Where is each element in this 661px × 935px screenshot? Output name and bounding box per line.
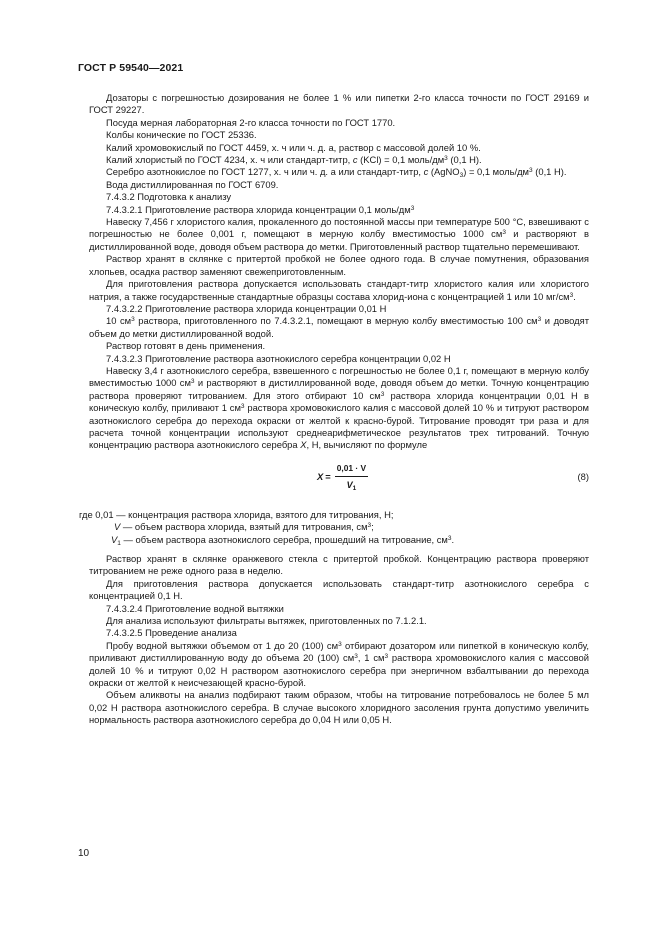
- paragraph: Пробу водной вытяжки объемом от 1 до 20 (100) $см^3$ отбирают дозатором или пипеткой в коническую колбу, приливают дистиллированную воду до объема 20 (100) $см^3$, 1 $см^3$ раствора хромовокислого калия с массовой долей 10 % и титруют 0,02 Н раствором азотнокислого серебра при энергичном взбалтывании до перехода окраски от желтой к неисчезающей красно-бурой.: [89, 639, 590, 689]
- paragraph: Раствор хранят в склянке с притертой пробкой не более одного года. В случае помутнения, образования хлопьев, осадка раствор заменяют свежеприготовленным.: [89, 253, 589, 277]
- section-heading: 7.4.3.2.2 Приготовление раствора хлорида концентрации 0,01 Н: [106, 302, 387, 314]
- section-heading: 7.4.3.2 Подготовка к анализу: [106, 191, 232, 203]
- paragraph: Колбы конические по ГОСТ 25336.: [106, 129, 257, 141]
- section-heading: 7.4.3.2.5 Проведение анализа: [106, 627, 237, 639]
- formula-denominator: $V_1$: [346, 479, 357, 492]
- document-header: ГОСТ Р 59540—2021: [78, 62, 184, 74]
- formula-numerator: 0,01 · V: [335, 462, 368, 476]
- paragraph: Объем аликвоты на анализ подбирают таким образом, чтобы на титрование потребовалось не более 5 мл 0,02 Н раствора азотнокислого серебра. В случае высокого хлоридного засоления грунта допустимо увеличить нормальность раствора азотнокислого серебра до 0,04 Н или 0,05 Н.: [89, 689, 589, 726]
- paragraph: Вода дистиллированная по ГОСТ 6709.: [106, 178, 279, 190]
- paragraph: Дозаторы с погрешностью дозирования не более 1 % или пипетки 2-го класса точности по ГОСТ 29169 и ГОСТ 29227.: [89, 92, 589, 116]
- paragraph: Калий хромовокислый по ГОСТ 4459, х. ч или ч. д. а, раствор с массовой долей 10 %.: [106, 141, 481, 153]
- formula-block: [89, 461, 589, 497]
- formula-number: (8): [577, 470, 589, 482]
- paragraph: Навеску 7,456 г хлористого калия, прокаленного до постоянной массы при температуре 500 °С, взвешивают с погрешностью не более 0,001 г, помещают в мерную колбу вместимостью 1000 $см^3$ и растворяют в дистиллированной воде, доводя объем раствора до метки. Приготовленный раствор тщательно перемешивают.: [89, 216, 589, 252]
- legend-line: V — объем раствора хлорида, взятый для титрования, $см^3$;: [114, 521, 374, 533]
- section-heading: 7.4.3.2.3 Приготовление раствора азотнокислого серебра концентрации 0,02 Н: [106, 352, 451, 364]
- legend-line: где 0,01 — концентрация раствора хлорида, взятого для титрования, Н;: [79, 508, 394, 520]
- paragraph: Посуда мерная лабораторная 2-го класса точности по ГОСТ 1770.: [106, 116, 396, 128]
- paragraph: Для приготовления раствора допускается использовать стандарт-титр хлористого калия или хлористого натрия, а также государственные стандартные образцы состава хлорид-иона с концентрацией 1 или 10 $мг/см^3$.: [89, 278, 589, 302]
- formula-equals: =: [325, 470, 331, 482]
- formula-legend: [79, 508, 589, 547]
- paragraph: Калий хлористый по ГОСТ 4234, х. ч или стандарт-титр, c (KCl) = 0,1 моль/$дм^3$ (0,1 Н).: [106, 154, 482, 166]
- document-body: [79, 92, 590, 727]
- page-number: 10: [78, 848, 90, 859]
- section-heading: 7.4.3.2.4 Приготовление водной вытяжки: [106, 602, 284, 614]
- paragraph: Для анализа используют фильтраты вытяжек, приготовленных по 7.1.2.1.: [106, 615, 427, 627]
- formula-lhs: X: [317, 470, 324, 482]
- formula-expression: [317, 461, 368, 493]
- section-heading: 7.4.3.2.1 Приготовление раствора хлорида концентрации 0,1 моль/$дм^3$: [106, 203, 415, 215]
- paragraph: Раствор готовят в день применения.: [106, 340, 266, 352]
- formula-fraction: [335, 462, 368, 491]
- legend-line: $V_1$ — объем раствора азотнокислого серебра, прошедший на титрование, $см^3$.: [111, 533, 455, 547]
- paragraph: Для приготовления раствора допускается использовать стандарт-титр азотнокислого серебра с концентрацией 0,1 Н.: [89, 577, 589, 602]
- paragraph: Навеску 3,4 г азотнокислого серебра, взвешенного с погрешностью не более 0,1 г, помещают в мерную колбу вместимостью 1000 $см^3$ и растворяют в дистиллированной воде, доводя объем до метки. Точную концентрацию раствора проверяют титрованием. Для этого отбирают 10 $см^3$ раствора хлорида концентрации 0,01 Н в коническую колбу, приливают 1 $см^3$ раствора хромовокислого калия с массовой долей 10 % и титруют раствором азотнокислого серебра до перехода окраски от желтой к красно-бурой. Титрование проводят три раза и для расчета точной концентрации используют среднеарифметическое результатов трех титрований. Точную концентрацию раствора азотнокислого серебра X, Н, вычисляют по формуле: [89, 364, 589, 451]
- paragraph: Раствор хранят в склянке оранжевого стекла с притертой пробкой. Концентрацию раствора проверяют титрованием не реже одного раза в неделю.: [89, 553, 589, 577]
- paragraph: Серебро азотнокислое по ГОСТ 1277, х. ч или ч. д. а или стандарт-титр, c (AgNO$_3$) = 0,1 моль/$дм^3$ (0,1 Н).: [106, 166, 567, 180]
- paragraph: 10 $см^3$ раствора, приготовленного по 7.4.3.2.1, помещают в мерную колбу вместимостью 100 $см^3$ и доводят объем до метки дистиллированной водой.: [89, 315, 589, 339]
